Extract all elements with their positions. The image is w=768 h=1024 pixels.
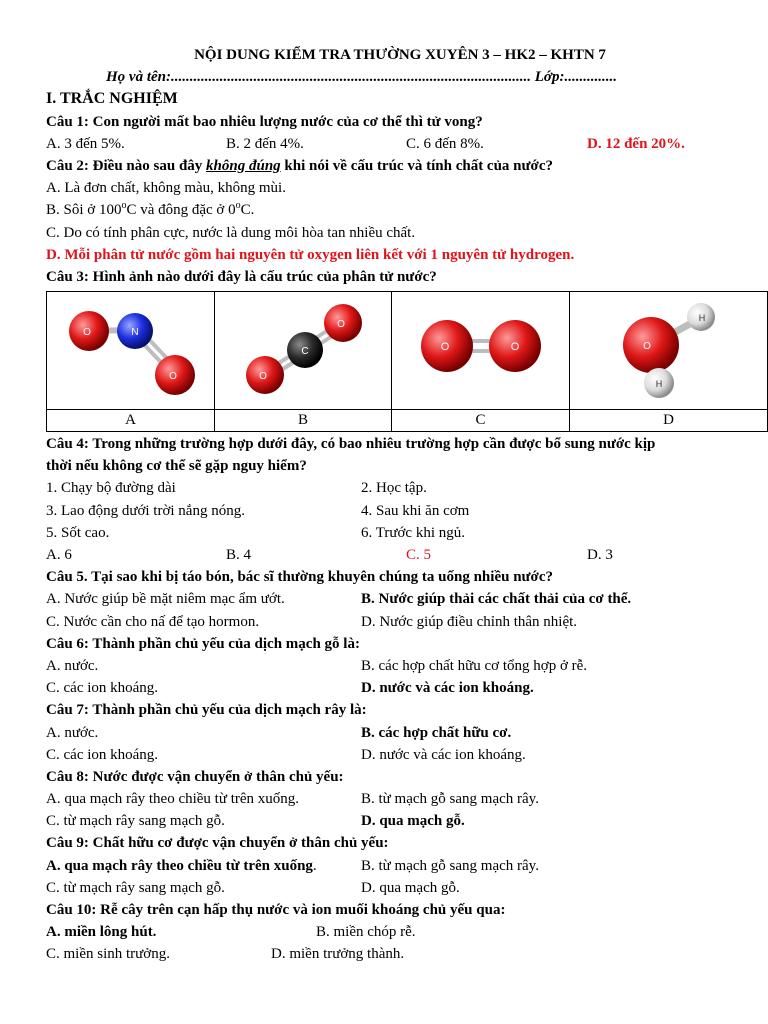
q4-option-b: B. 4 bbox=[226, 547, 252, 563]
o2-molecule-icon bbox=[401, 293, 561, 403]
q10-option-a-answer: A. miền lông hút. bbox=[46, 924, 157, 941]
q6-option-b: B. các hợp chất hữu cơ tổng hợp ở rễ. bbox=[361, 657, 588, 674]
question-1: Câu 1: Con người mất bao nhiêu lượng nước của cơ thể thì tử vong? bbox=[46, 113, 483, 130]
question-4-line-2: thời nếu không cơ thể sẽ gặp nguy hiểm? bbox=[46, 458, 307, 475]
degree-sup: o bbox=[121, 200, 127, 212]
q7-option-a: A. nước. bbox=[46, 724, 99, 741]
q1-option-d-answer: D. 12 đến 20%. bbox=[587, 135, 685, 152]
molecule-b-image bbox=[215, 292, 392, 410]
q10-option-b: B. miền chóp rễ. bbox=[316, 924, 416, 941]
q9-option-b: B. từ mạch gỗ sang mạch rây. bbox=[361, 857, 539, 874]
section-heading: I. TRẮC NGHIỆM bbox=[46, 90, 178, 108]
molecule-table bbox=[46, 291, 768, 432]
question-3: Câu 3: Hình ảnh nào dưới đây là cấu trúc của phân tử nước? bbox=[46, 268, 437, 285]
atom-label: O bbox=[168, 371, 177, 383]
q4-item: 3. Lao động dưới trời nắng nóng. bbox=[46, 502, 245, 519]
q8-option-d-answer: D. qua mạch gỗ. bbox=[361, 813, 465, 830]
q7-option-d: D. nước và các ion khoáng. bbox=[361, 746, 526, 763]
q4-item: 1. Chạy bộ đường dài bbox=[46, 480, 176, 497]
question-9: Câu 9: Chất hữu cơ được vận chuyển ở thân chủ yếu: bbox=[46, 835, 389, 852]
q9-option-a-answer: A. qua mạch rây theo chiều từ trên xuống bbox=[46, 857, 313, 874]
q2-emphasis: không đúng bbox=[206, 157, 281, 174]
atom-label: C bbox=[301, 346, 309, 358]
q10-option-c: C. miền sinh trưởng. bbox=[46, 946, 170, 963]
exam-page bbox=[46, 44, 744, 966]
q7-options-row bbox=[46, 722, 744, 744]
q4-option-a: A. 6 bbox=[46, 547, 72, 563]
q7-options-row bbox=[46, 744, 744, 766]
question-4-options bbox=[46, 544, 744, 566]
q6-options-row bbox=[46, 677, 744, 699]
q4-item: 6. Trước khi ngủ. bbox=[361, 524, 465, 541]
atom-label: O bbox=[82, 327, 91, 339]
atom-label: O bbox=[337, 319, 345, 331]
q4-option-d: D. 3 bbox=[587, 547, 613, 563]
q6-option-a: A. nước. bbox=[46, 657, 99, 674]
q5-option-b-answer: B. Nước giúp thải các chất thải của cơ thể. bbox=[361, 591, 632, 608]
q7-option-b-answer: B. các hợp chất hữu cơ. bbox=[361, 724, 512, 741]
molecule-label-c: C bbox=[392, 410, 570, 432]
name-class-line: Họ và tên:................................................................................................ Lớp:.............. bbox=[106, 69, 617, 86]
molecule-label-b: B bbox=[215, 410, 392, 432]
q4-item: 5. Sốt cao. bbox=[46, 524, 110, 541]
q1-option-c: C. 6 đến 8%. bbox=[406, 135, 484, 152]
q7-option-c: C. các ion khoáng. bbox=[46, 746, 159, 763]
question-10: Câu 10: Rễ cây trên cạn hấp thụ nước và ion muối khoáng chủ yếu qua: bbox=[46, 902, 506, 918]
q4-items-row bbox=[46, 500, 744, 522]
q5-option-a: A. Nước giúp bề mặt niêm mạc ẩm ướt. bbox=[46, 591, 285, 608]
q4-option-c-answer: C. 5 bbox=[406, 547, 432, 563]
q1-option-a: A. 3 đến 5%. bbox=[46, 135, 125, 152]
q8-option-c: C. từ mạch rây sang mạch gỗ. bbox=[46, 813, 225, 830]
atom-label: H bbox=[698, 313, 705, 324]
question-7: Câu 7: Thành phần chủ yếu của dịch mạch rây là: bbox=[46, 702, 367, 719]
question-2 bbox=[46, 155, 744, 177]
q2-b-text-2: C và đông đặc ở 0 bbox=[126, 202, 236, 219]
q2-option-c: C. Do có tính phân cực, nước là dung môi hòa tan nhiều chất. bbox=[46, 224, 416, 241]
q5-options-row bbox=[46, 611, 744, 633]
q9-option-d: D. qua mạch gỗ. bbox=[361, 879, 460, 896]
q10-options-row bbox=[46, 943, 744, 965]
q8-option-a: A. qua mạch rây theo chiều từ trên xuống. bbox=[46, 791, 300, 808]
q2-b-text-1: B. Sôi ở 100 bbox=[46, 202, 122, 219]
molecule-label-a: A bbox=[47, 410, 215, 432]
q2-option-b bbox=[46, 199, 744, 221]
q9-options-row bbox=[46, 855, 744, 877]
q4-items-row bbox=[46, 477, 744, 499]
atom-label: H bbox=[655, 379, 662, 390]
q5-options-row bbox=[46, 588, 744, 610]
question-1-options bbox=[46, 133, 744, 155]
question-6: Câu 6: Thành phần chủ yếu của dịch mạch gỗ là: bbox=[46, 635, 360, 652]
q2-prefix: Câu 2: Điều nào sau đây bbox=[46, 157, 207, 174]
q6-option-c: C. các ion khoáng. bbox=[46, 680, 159, 697]
q9-option-c: C. từ mạch rây sang mạch gỗ. bbox=[46, 879, 225, 896]
atom-label: O bbox=[642, 341, 651, 353]
h2o-molecule-icon bbox=[589, 293, 749, 403]
q10-option-d: D. miền trưởng thành. bbox=[271, 946, 405, 963]
q1-option-b: B. 2 đến 4%. bbox=[226, 135, 304, 152]
no2-molecule-icon bbox=[51, 293, 211, 403]
atom-label: O bbox=[440, 341, 449, 354]
q4-item: 4. Sau khi ăn cơm bbox=[361, 502, 470, 519]
molecule-c-image bbox=[392, 292, 570, 410]
atom-label: N bbox=[130, 327, 139, 339]
molecule-label-d: D bbox=[570, 410, 768, 432]
q2-suffix: khi nói về cấu trúc và tính chất của nước? bbox=[280, 157, 553, 174]
q2-option-a: A. Là đơn chất, không màu, không mùi. bbox=[46, 180, 286, 197]
q8-options-row bbox=[46, 788, 744, 810]
q4-items-row bbox=[46, 522, 744, 544]
question-4-line-1: Câu 4: Trong những trường hợp dưới đây, có bao nhiêu trường hợp cần được bổ sung nước kịp bbox=[46, 436, 656, 453]
q5-option-c: C. Nước cần cho nấ để tạo hormon. bbox=[46, 613, 260, 630]
atom-label: O bbox=[510, 341, 519, 354]
q4-item: 2. Học tập. bbox=[361, 480, 427, 497]
degree-sup: o bbox=[235, 200, 241, 212]
q2-b-text-3: C. bbox=[240, 202, 255, 219]
q9-option-a bbox=[46, 855, 317, 877]
page-title: NỘI DUNG KIỂM TRA THƯỜNG XUYÊN 3 – HK2 – KHTN 7 bbox=[194, 47, 606, 63]
q8-option-b: B. từ mạch gỗ sang mạch rây. bbox=[361, 791, 539, 808]
q2-option-d-answer: D. Mỗi phân tử nước gồm hai nguyên tử oxygen liên kết với 1 nguyên tử hydrogen. bbox=[46, 246, 575, 263]
molecule-a-image bbox=[47, 292, 215, 410]
molecule-d-image bbox=[570, 292, 768, 410]
co2-molecule-icon bbox=[223, 293, 383, 403]
atom-label: O bbox=[259, 371, 267, 383]
question-8: Câu 8: Nước được vận chuyển ở thân chủ yếu: bbox=[46, 768, 344, 785]
q6-options-row bbox=[46, 655, 744, 677]
q10-options-row bbox=[46, 921, 744, 943]
q9-option-a-tail: . bbox=[312, 857, 317, 874]
q6-option-d-answer: D. nước và các ion khoáng. bbox=[361, 680, 534, 697]
q9-options-row bbox=[46, 877, 744, 899]
q5-option-d: D. Nước giúp điều chỉnh thân nhiệt. bbox=[361, 613, 578, 630]
q8-options-row bbox=[46, 810, 744, 832]
question-5: Câu 5. Tại sao khi bị táo bón, bác sĩ thường khuyên chúng ta uống nhiều nước? bbox=[46, 569, 553, 586]
